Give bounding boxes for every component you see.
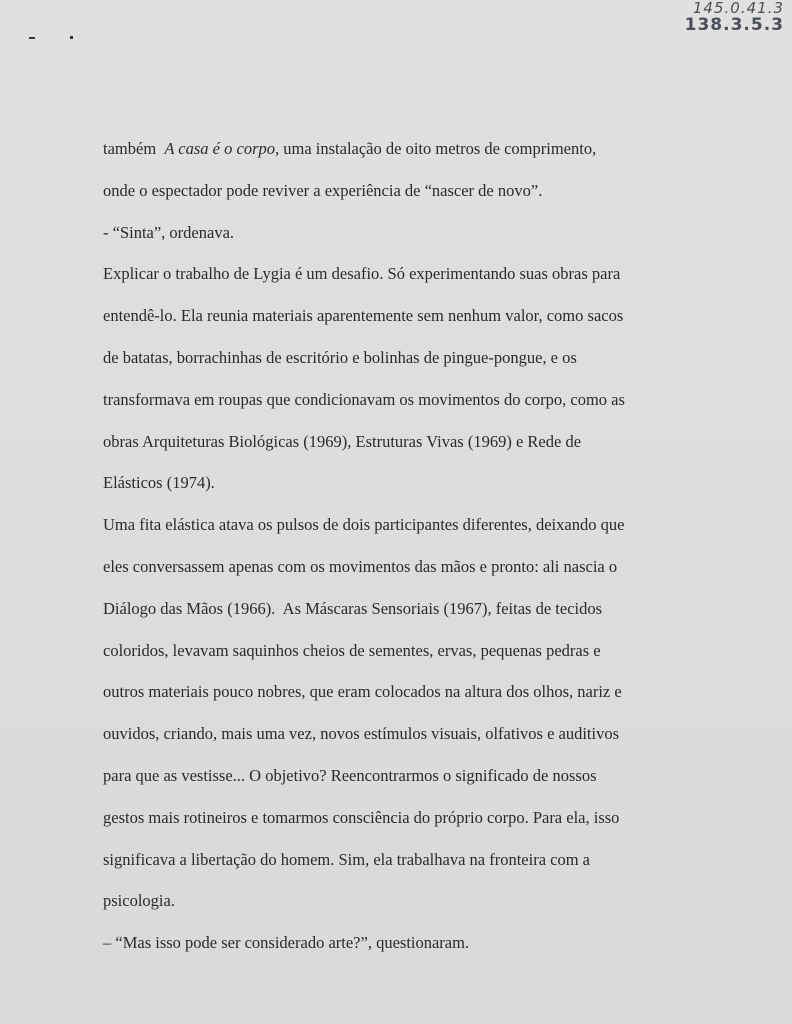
text-segment: ouvidos, criando, mais uma vez, novos estímulos visuais, olfativos e auditivos — [103, 724, 620, 744]
scan-speck — [29, 37, 35, 39]
text-line — [103, 922, 683, 964]
archive-reference-code — [685, 0, 784, 34]
text-segment: , uma instalação de oito metros de comprimento, — [275, 139, 597, 158]
text-line — [103, 797, 683, 839]
text-line — [103, 839, 683, 881]
text-line — [103, 504, 683, 546]
text-line — [103, 295, 683, 337]
text-line — [103, 379, 683, 421]
text-line — [103, 128, 683, 170]
text-line — [103, 170, 683, 212]
text-segment: – “Mas isso pode ser considerado arte?”, questionaram. — [103, 933, 470, 953]
text-segment: transformava em roupas que condicionavam os movimentos do corpo, como as — [103, 389, 625, 409]
text-segment: Explicar o trabalho de Lygia é um desafio. Só experimentando suas obras para — [103, 264, 621, 284]
text-line — [103, 713, 683, 755]
text-segment: coloridos, levavam saquinhos cheios de sementes, ervas, pequenas pedras e — [103, 640, 601, 660]
text-line — [103, 671, 683, 713]
text-segment: obras Arquiteturas Biológicas (1969), Estruturas Vivas (1969) e Rede de — [103, 431, 582, 451]
text-line — [103, 755, 683, 797]
italic-title-text: A casa é o corpo — [164, 139, 275, 158]
text-segment: onde o espectador pode reviver a experiência de “nascer de novo”. — [103, 180, 543, 200]
text-segment: também — [103, 139, 165, 158]
text-segment: para que as vestisse... O objetivo? Reencontrarmos o significado de nossos — [103, 765, 597, 785]
text-segment: outros materiais pouco nobres, que eram colocados na altura dos olhos, nariz e — [103, 682, 622, 702]
text-segment: Diálogo das Mãos (1966). As Máscaras Sensoriais (1967), feitas de tecidos — [103, 598, 603, 618]
text-segment: - “Sinta”, ordenava. — [103, 222, 235, 242]
archive-code-line-2: 138.3.5.3 — [684, 15, 784, 35]
text-line — [103, 630, 683, 672]
text-line — [103, 588, 683, 630]
text-segment: gestos mais rotineiros e tomarmos consciência do próprio corpo. Para ela, isso — [103, 807, 620, 827]
text-line — [103, 880, 683, 922]
text-segment: Uma fita elástica atava os pulsos de dois participantes diferentes, deixando que — [103, 515, 625, 535]
text-segment: entendê-lo. Ela reunia materiais aparentemente sem nenhum valor, como sacos — [103, 306, 624, 326]
text-segment: Elásticos (1974). — [103, 473, 215, 493]
text-line — [103, 212, 683, 254]
text-segment: eles conversassem apenas com os movimentos das mãos e pronto: ali nascia o — [103, 556, 618, 576]
archive-code-line-1: 145.0.41.3 — [692, 0, 784, 17]
text-line — [103, 462, 683, 504]
text-line — [103, 253, 683, 295]
text-line — [103, 421, 683, 463]
text-segment: de batatas, borrachinhas de escritório e bolinhas de pingue-pongue, e os — [103, 347, 577, 367]
text-segment: psicologia. — [103, 891, 175, 911]
scan-speck — [70, 36, 73, 39]
text-segment: significava a libertação do homem. Sim, ela trabalhava na fronteira com a — [103, 849, 591, 869]
text-line — [103, 337, 683, 379]
text-line — [103, 546, 683, 588]
document-text-body — [103, 128, 683, 964]
